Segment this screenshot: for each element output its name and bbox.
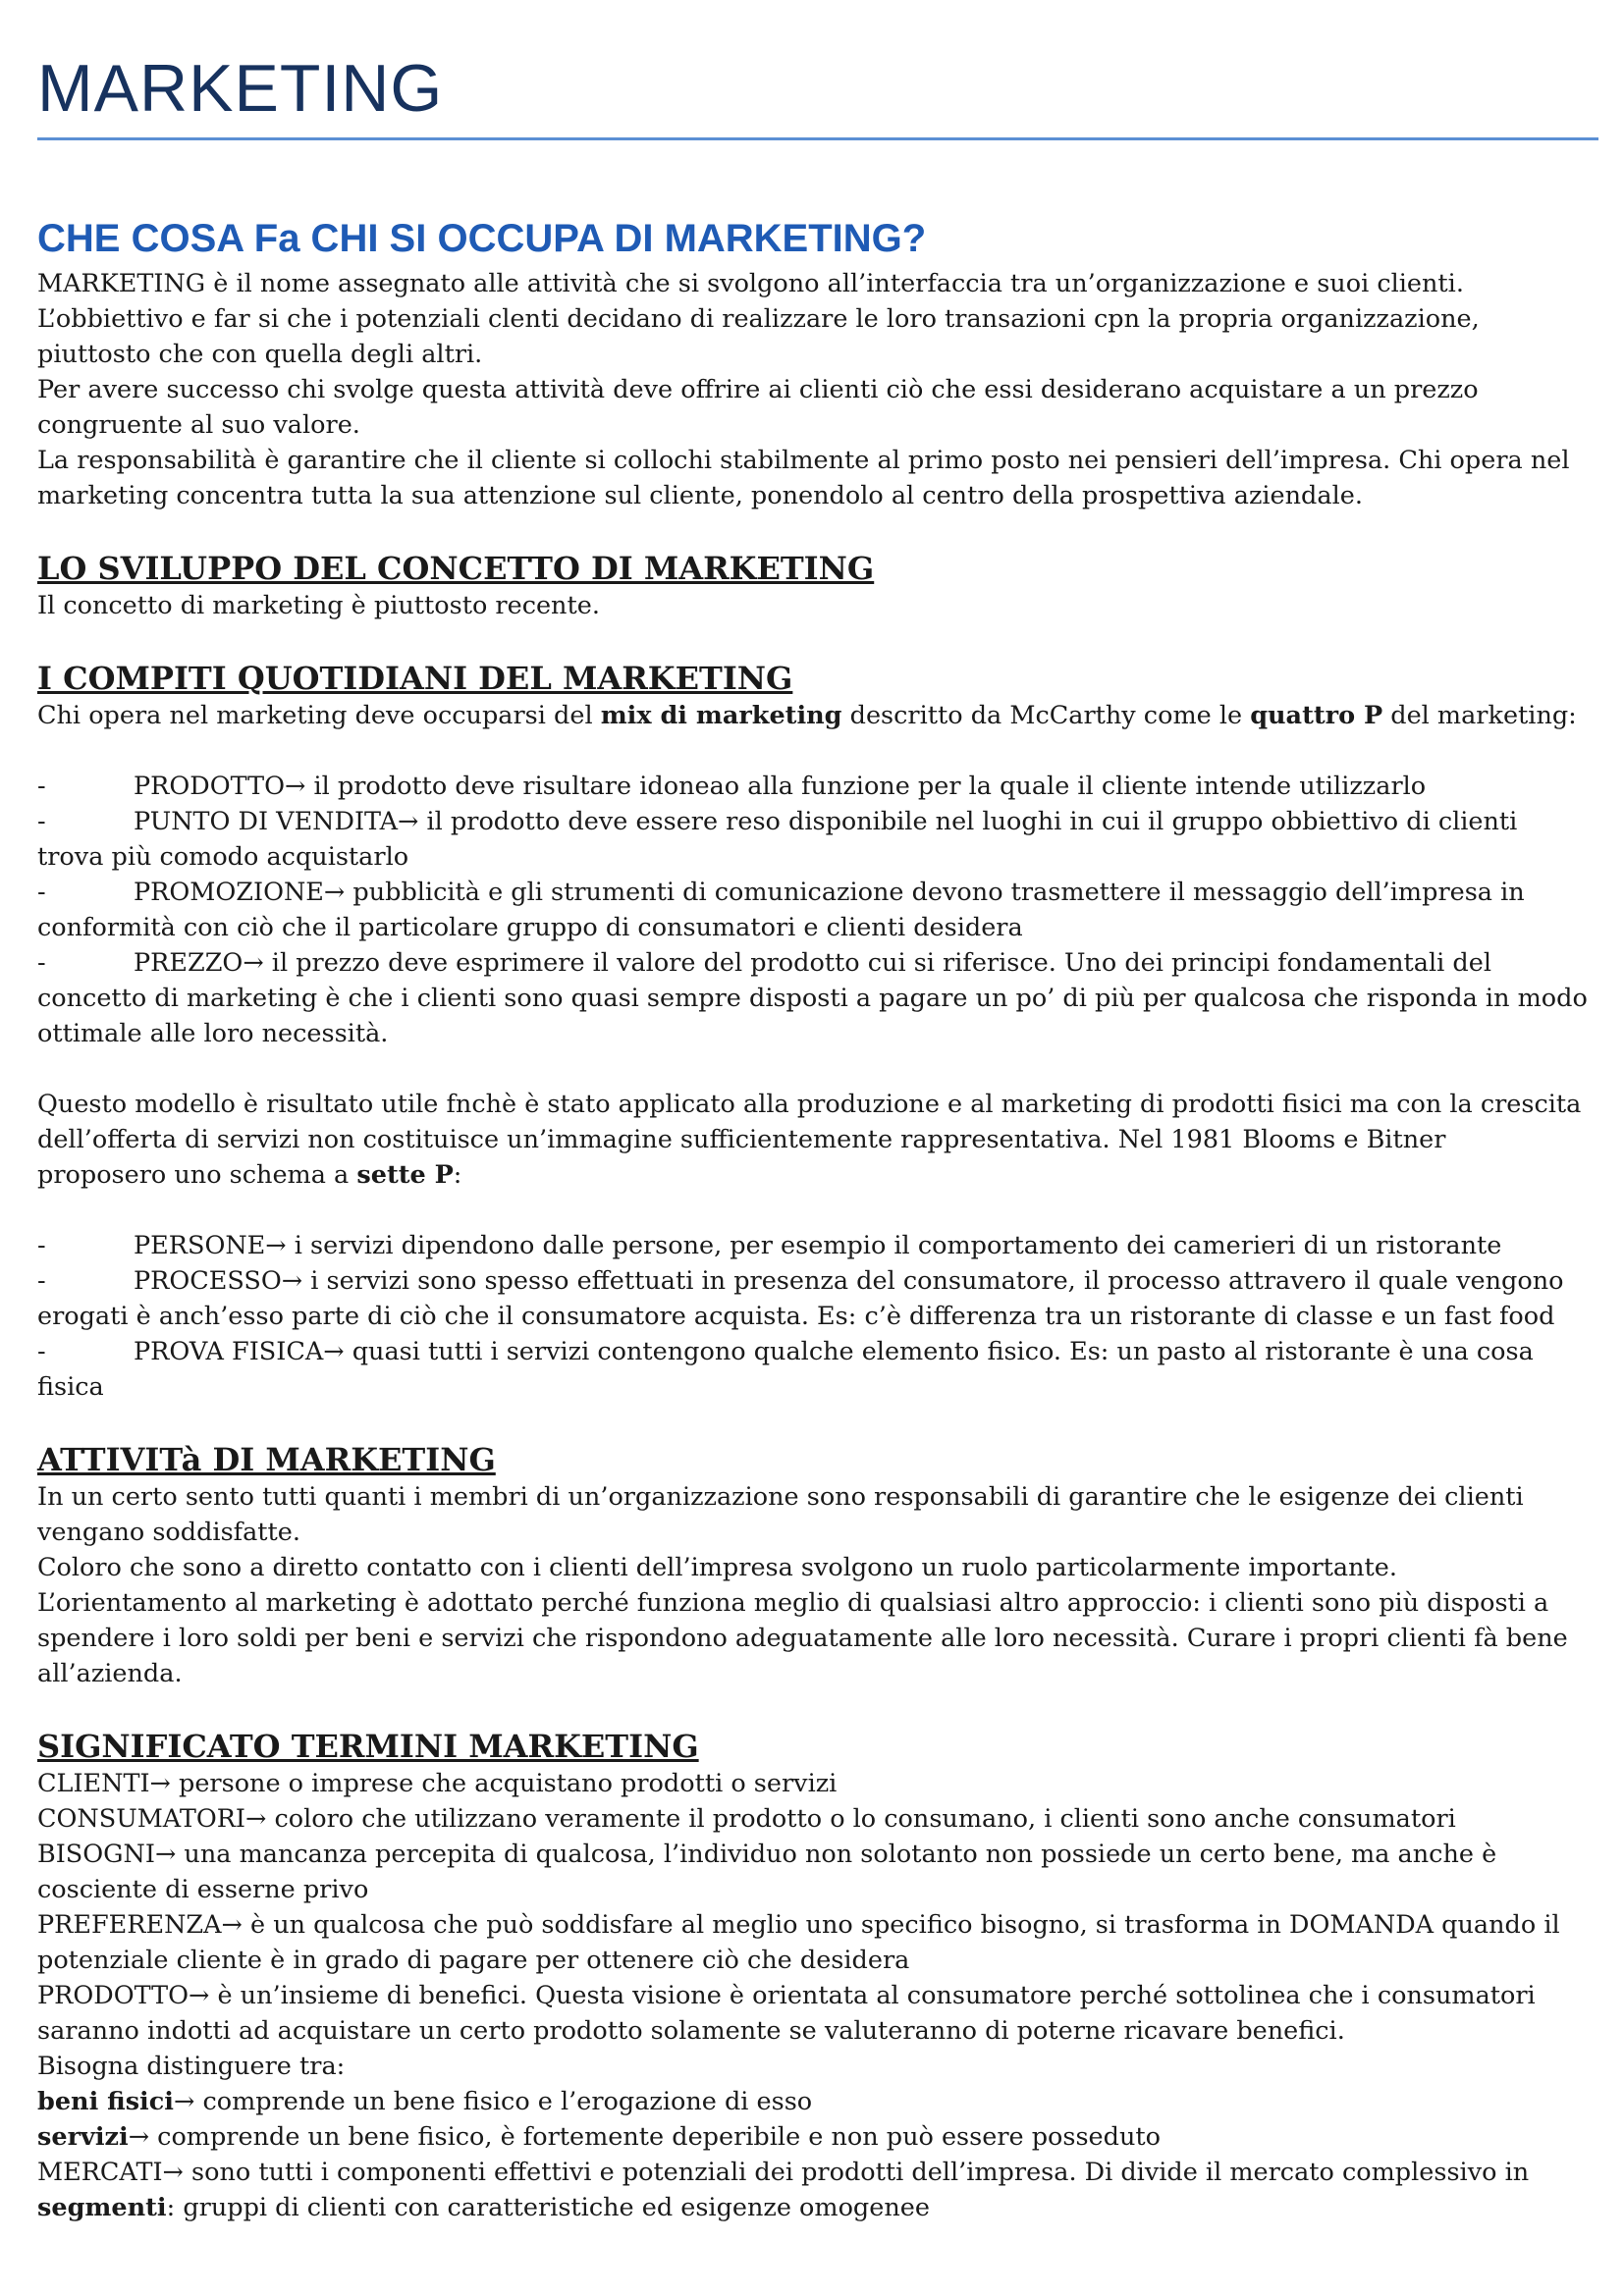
paragraph-line: BISOGNI→ una mancanza percepita di qualcosa, l’individuo non solotanto non possiede un certo bene, ma anche è xyxy=(37,1840,1497,1869)
paragraph-line: CONSUMATORI→ coloro che utilizzano veramente il prodotto o lo consumano, i clienti sono anche consumatori xyxy=(37,1804,1456,1834)
paragraph-line: Questo modello è risultato utile fnchè è stato applicato alla produzione e al marketing di prodotti fisici ma con la crescita xyxy=(37,1090,1582,1119)
list-dash: - xyxy=(37,1266,46,1296)
list-dash: - xyxy=(37,948,46,978)
bold-term-mix: mix di marketing xyxy=(600,701,842,730)
list-item-prodotto xyxy=(37,769,1608,804)
list-item-promozione xyxy=(37,875,1608,945)
paragraph-line: dell’offerta di servizi non costituisce un’immagine sufficientemente rappresentativa. Nel 1981 Blooms e Bitner xyxy=(37,1125,1446,1154)
paragraph-line: In un certo sento tutti quanti i membri di un’organizzazione sono responsabili di garantire che le esigenze dei clienti xyxy=(37,1482,1524,1512)
section-compiti xyxy=(37,659,1624,1405)
list-dash: - xyxy=(37,1231,46,1260)
list-text: PRODOTTO→ il prodotto deve risultare idoneao alla funzione per la quale il cliente intende utilizzarlo xyxy=(134,772,1427,801)
paragraph-line: Bisogna distinguere tra: xyxy=(37,2052,346,2081)
paragraph-line: CLIENTI→ persone o imprese che acquistano prodotti o servizi xyxy=(37,1769,838,1798)
paragraph-line: potenziale cliente è in grado di pagare per ottenere ciò che desidera xyxy=(37,1946,910,1975)
list-text: fisica xyxy=(37,1372,104,1402)
paragraph-line: Il concetto di marketing è piuttosto recente. xyxy=(37,591,600,620)
bold-term-sette-p: sette P xyxy=(356,1160,454,1190)
list-text: PROVA FISICA→ quasi tutti i servizi contengono qualche elemento fisico. Es: un pasto al ristorante è una cosa xyxy=(134,1337,1534,1366)
list-text: PUNTO DI VENDITA→ il prodotto deve essere reso disponibile nel luoghi in cui il gruppo obbiettivo di clienti xyxy=(134,807,1518,836)
list-text: PERSONE→ i servizi dipendono dalle persone, per esempio il comportamento dei camerieri di un ristorante xyxy=(134,1231,1502,1260)
list-item-persone xyxy=(37,1228,1608,1263)
paragraph-line: MARKETING è il nome assegnato alle attività che si svolgono all’interfaccia tra un’organizzazione e suoi clienti. xyxy=(37,269,1464,298)
text-span: proposero uno schema a xyxy=(37,1160,357,1190)
text-span: : gruppi di clienti con caratteristiche ed esigenze omogenee xyxy=(166,2193,930,2222)
blank-line xyxy=(37,733,1624,769)
section-heading-che-cosa: CHE COSA Fa CHI SI OCCUPA DI MARKETING? xyxy=(37,217,927,260)
list-dash: - xyxy=(37,878,46,907)
paragraph-line-beni-fisici xyxy=(37,2084,1608,2119)
list-item-prezzo xyxy=(37,945,1608,1051)
text-span: : xyxy=(453,1160,462,1190)
list-item-punto-vendita xyxy=(37,804,1608,875)
paragraph-line: spendere i loro soldi per beni e servizi che rispondono adeguatamente alle loro necessità. Curare i propri clienti fà bene xyxy=(37,1624,1568,1653)
paragraph-line: all’azienda. xyxy=(37,1659,183,1688)
section-sviluppo xyxy=(37,549,1624,623)
list-text: PROMOZIONE→ pubblicità e gli strumenti di comunicazione devono trasmettere il messaggio dell’impresa in xyxy=(134,878,1525,907)
section-body-che-cosa xyxy=(37,266,1624,513)
text-span: Chi opera nel marketing deve occuparsi del xyxy=(37,701,601,730)
blank-line xyxy=(37,1051,1624,1087)
paragraph-line-sette-p xyxy=(37,1157,1608,1193)
document-title: MARKETING xyxy=(37,51,444,126)
list-text: erogati è anch’esso parte di ciò che il consumatore acquista. Es: c’è differenza tra un ristorante di classe e un fast food xyxy=(37,1302,1555,1331)
bold-term-beni-fisici: beni fisici xyxy=(37,2087,174,2116)
paragraph-line: PREFERENZA→ è un qualcosa che può soddisfare al meglio uno specifico bisogno, si trasforma in DOMANDA quando il xyxy=(37,1910,1560,1940)
list-dash: - xyxy=(37,807,46,836)
list-text: trova più comodo acquistarlo xyxy=(37,842,409,872)
text-span: → comprende un bene fisico, è fortemente deperibile e non può essere posseduto xyxy=(128,2122,1161,2152)
paragraph-line: PRODOTTO→ è un’insieme di benefici. Questa visione è orientata al consumatore perché sottolinea che i consumatori xyxy=(37,1981,1536,2010)
blank-line xyxy=(37,1193,1624,1228)
text-span: → comprende un bene fisico e l’erogazione di esso xyxy=(173,2087,813,2116)
paragraph-line-segmenti xyxy=(37,2190,1608,2225)
list-dash: - xyxy=(37,772,46,801)
paragraph-line-servizi xyxy=(37,2119,1608,2155)
bold-term-segmenti: segmenti xyxy=(37,2193,167,2222)
list-item-processo xyxy=(37,1263,1608,1334)
paragraph-line: congruente al suo valore. xyxy=(37,410,360,440)
text-span: descritto da McCarthy come le xyxy=(841,701,1251,730)
paragraph-line: L’obbiettivo e far si che i potenziali clenti decidano di realizzare le loro transazioni cpn la propria organizzazione, xyxy=(37,304,1480,334)
paragraph-line: Coloro che sono a diretto contatto con i clienti dell’impresa svolgono un ruolo particolarmente importante. xyxy=(37,1553,1397,1582)
paragraph-line: cosciente di esserne privo xyxy=(37,1875,369,1904)
list-item-prova-fisica xyxy=(37,1334,1608,1405)
section-heading-compiti: I COMPITI QUOTIDIANI DEL MARKETING xyxy=(37,660,793,697)
paragraph-line: marketing concentra tutta la sua attenzione sul cliente, ponendolo al centro della prospettiva aziendale. xyxy=(37,481,1363,510)
list-text: PROCESSO→ i servizi sono spesso effettuati in presenza del consumatore, il processo attravero il quale vengono xyxy=(134,1266,1564,1296)
text-span: del marketing: xyxy=(1382,701,1577,730)
paragraph-line: La responsabilità è garantire che il cliente si collochi stabilmente al primo posto nei pensieri dell’impresa. Chi opera nel xyxy=(37,446,1570,475)
bold-term-quattro-p: quattro P xyxy=(1250,701,1383,730)
list-text: conformità con ciò che il particolare gruppo di consumatori e clienti desidera xyxy=(37,913,1023,942)
section-heading-attivita: ATTIVITà DI MARKETING xyxy=(37,1441,496,1478)
paragraph-line: Per avere successo chi svolge questa attività deve offrire ai clienti ciò che essi desiderano acquistare a un prezzo xyxy=(37,375,1479,404)
list-text: PREZZO→ il prezzo deve esprimere il valore del prodotto cui si riferisce. Uno dei principi fondamentali del xyxy=(134,948,1491,978)
list-text: ottimale alle loro necessità. xyxy=(37,1019,389,1048)
paragraph-line: MERCATI→ sono tutti i componenti effettivi e potenziali dei prodotti dell’impresa. Di divide il mercato complessivo in xyxy=(37,2158,1530,2187)
paragraph-line: vengano soddisfatte. xyxy=(37,1518,300,1547)
section-attivita xyxy=(37,1440,1624,1691)
section-heading-sviluppo: LO SVILUPPO DEL CONCETTO DI MARKETING xyxy=(37,550,875,587)
title-divider xyxy=(37,137,1598,140)
section-significato xyxy=(37,1727,1624,2225)
list-text: concetto di marketing è che i clienti sono quasi sempre disposti a pagare un po’ di più per qualcosa che risponda in modo xyxy=(37,984,1588,1013)
section-heading-significato: SIGNIFICATO TERMINI MARKETING xyxy=(37,1728,699,1765)
list-dash: - xyxy=(37,1337,46,1366)
paragraph-line: saranno indotti ad acquistare un certo prodotto solamente se valuteranno di poterne ricavare benefici. xyxy=(37,2016,1345,2046)
paragraph-intro-quattro-p xyxy=(37,698,1608,733)
bold-term-servizi: servizi xyxy=(37,2122,129,2152)
paragraph-line: L’orientamento al marketing è adottato perché funziona meglio di qualsiasi altro approccio: i clienti sono più disposti a xyxy=(37,1588,1549,1618)
paragraph-line: piuttosto che con quella degli altri. xyxy=(37,340,483,369)
